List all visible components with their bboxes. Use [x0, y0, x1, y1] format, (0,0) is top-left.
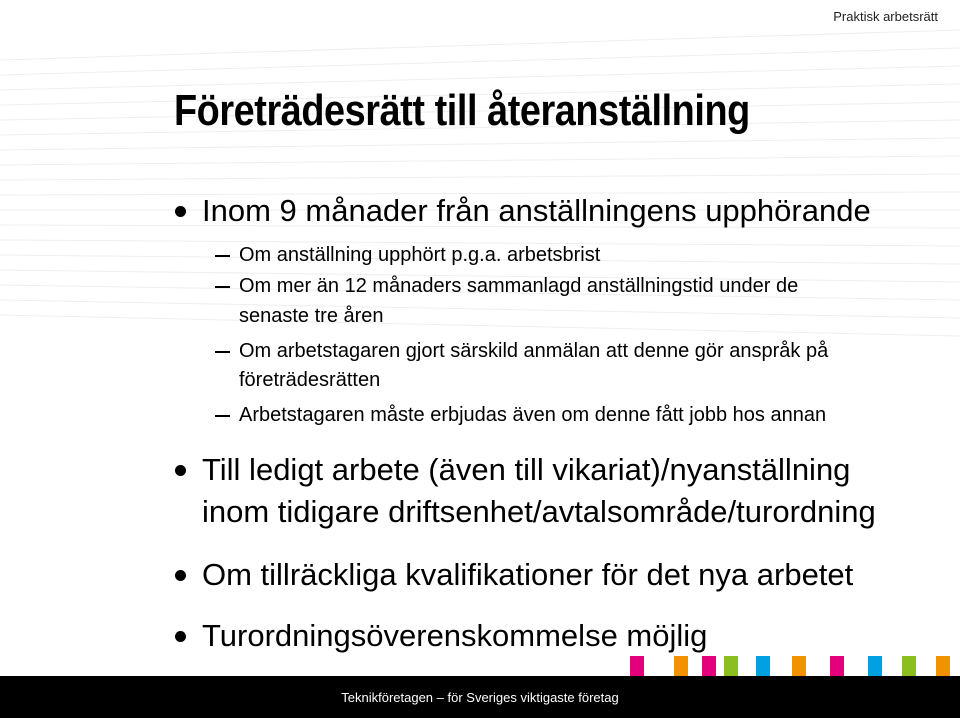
bullet-dot-icon	[175, 570, 186, 581]
header-label: Praktisk arbetsrätt	[833, 9, 938, 24]
bullet-text: Till ledigt arbete (även till vikariat)/nyanställning	[202, 452, 851, 487]
bullet-dot-icon	[175, 206, 186, 217]
footer-bar	[0, 676, 960, 718]
bullet-text: Om tillräckliga kvalifikationer för det nya arbetet	[202, 557, 854, 592]
color-square	[902, 656, 916, 676]
bullet-item	[202, 193, 871, 229]
bullet-text: Turordningsöverenskommelse möjlig	[202, 618, 708, 653]
sub-bullet-text: Om arbetstagaren gjort särskild anmälan att denne gör anspråk på	[239, 340, 829, 362]
dash-icon	[215, 255, 230, 257]
sub-bullet-item	[239, 241, 600, 270]
sub-bullet-item	[239, 401, 826, 430]
sub-bullet-item	[239, 337, 828, 366]
sub-bullet-text: Om mer än 12 månaders sammanlagd anställningstid under de	[239, 275, 799, 297]
sub-bullet-text: företrädesrätten	[239, 369, 381, 391]
color-square	[724, 656, 738, 676]
bullet-item	[202, 618, 707, 654]
color-square	[868, 656, 882, 676]
bullet-item	[202, 557, 853, 593]
bullet-text: Inom 9 månader från anställningens upphörande	[202, 193, 871, 228]
color-square	[792, 656, 806, 676]
slide-title: Företrädesrätt till återanställning	[174, 86, 750, 135]
dash-icon	[215, 351, 230, 353]
color-square	[756, 656, 770, 676]
sub-bullet-text: senaste tre åren	[239, 305, 384, 327]
bullet-item	[202, 452, 850, 488]
footer-text: Teknikföretagen – för Sveriges viktigaste företag	[341, 690, 619, 705]
color-square	[830, 656, 844, 676]
bullet-dot-icon	[175, 465, 186, 476]
dash-icon	[215, 415, 230, 417]
sub-bullet-item	[239, 272, 798, 301]
color-square	[674, 656, 688, 676]
sub-bullet-continuation	[239, 302, 384, 331]
bullet-text: inom tidigare driftsenhet/avtalsområde/turordning	[202, 494, 876, 529]
sub-bullet-text: Om anställning upphört p.g.a. arbetsbrist	[239, 244, 601, 266]
color-square	[702, 656, 716, 676]
color-square	[936, 656, 950, 676]
bullet-dot-icon	[175, 631, 186, 642]
sub-bullet-continuation	[239, 366, 380, 395]
bullet-continuation	[202, 494, 876, 530]
sub-bullet-text: Arbetstagaren måste erbjudas även om denne fått jobb hos annan	[239, 404, 827, 426]
dash-icon	[215, 286, 230, 288]
footer-color-squares	[0, 656, 960, 676]
color-square	[630, 656, 644, 676]
